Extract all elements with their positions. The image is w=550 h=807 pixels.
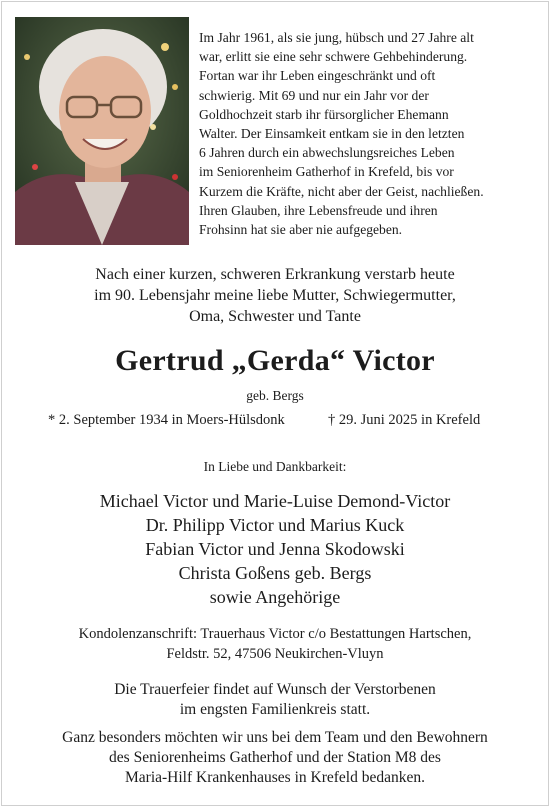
deceased-name: Gertrud „Gerda“ Victor [115, 344, 435, 377]
bio-line: Ihren Glauben, ihre Lebensfreude und ihren [199, 202, 438, 218]
dankbarkeit-heading: In Liebe und Dankbarkeit: [203, 459, 347, 474]
bio-line: Walter. Der Einsamkeit entkam sie in den letzten [199, 126, 465, 142]
mourner-line: Michael Victor und Marie-Luise Demond-Victor [99, 491, 451, 511]
announcement-line: Nach einer kurzen, schweren Erkrankung verstarb heute [95, 266, 455, 283]
bio-line: 6 Jahren durch ein abwechslungsreiches Leben [199, 145, 455, 161]
bio-line: schwierig. Mit 69 und nur ein Jahr vor der [199, 87, 429, 103]
bio-line: war, erlitt sie eine sehr schwere Gehbehinderung. [199, 49, 468, 65]
mourner-line: Fabian Victor und Jenna Skodowski [145, 539, 405, 559]
funeral-line: im engsten Familienkreis statt. [179, 701, 371, 718]
bio-line: Frohsinn hat sie aber nie aufgegeben. [199, 222, 403, 238]
bio-line: im Seniorenheim Gatherhof in Krefeld, bis vor [199, 164, 454, 180]
funeral-notice [0, 680, 550, 720]
address-line: Kondolenzanschrift: Trauerhaus Victor c/o Bestattungen Hartschen, [78, 626, 472, 642]
bio-line: Goldhochzeit starb ihr fürsorglicher Ehemann [199, 106, 449, 122]
address-line: Feldstr. 52, 47506 Neukirchen-Vluyn [166, 646, 384, 662]
announcement-line: Oma, Schwester und Tante [189, 308, 361, 325]
mourner-line: sowie Angehörige [209, 587, 341, 607]
bio-line: Kurzem die Kräfte, nicht aber der Geist, nachließen. [199, 183, 484, 199]
mourner-line: Christa Goßens geb. Bergs [178, 563, 372, 583]
portrait-photo [15, 17, 189, 245]
maiden-name: geb. Bergs [246, 388, 304, 403]
bio-line: Fortan war ihr Leben eingeschränkt und oft [199, 68, 436, 84]
thanks-line: des Seniorenheims Gatherhof und der Station M8 des [109, 749, 441, 766]
birth-date: * 2. September 1934 in Moers-Hülsdonk [48, 412, 285, 428]
thanks-line: Ganz besonders möchten wir uns bei dem Team und den Bewohnern [62, 729, 488, 746]
condolence-address [0, 624, 550, 664]
mourners-list [0, 489, 550, 609]
mourner-line: Dr. Philipp Victor und Marius Kuck [145, 515, 405, 535]
announcement-line: im 90. Lebensjahr meine liebe Mutter, Schwiegermutter, [94, 287, 456, 304]
announcement-text [0, 264, 550, 327]
biography-text [199, 28, 539, 239]
bio-line: Im Jahr 1961, als sie jung, hübsch und 27 Jahre alt [199, 30, 474, 45]
thanks-text [0, 728, 550, 788]
thanks-line: Maria-Hilf Krankenhauses in Krefeld bedanken. [125, 769, 425, 786]
funeral-line: Die Trauerfeier findet auf Wunsch der Verstorbenen [114, 681, 436, 698]
death-date: † 29. Juni 2025 in Krefeld [328, 412, 481, 428]
